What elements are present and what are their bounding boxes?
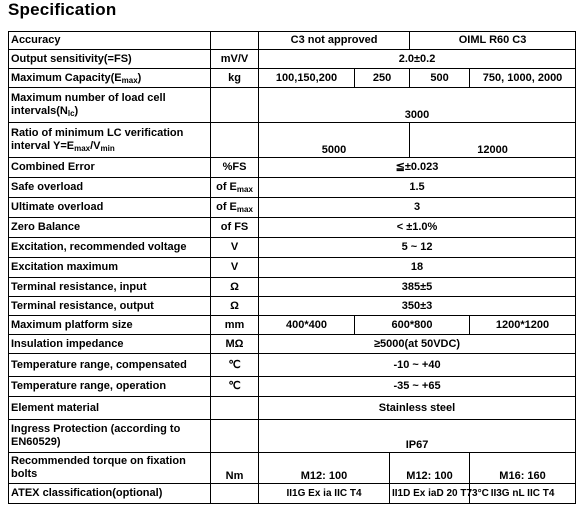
table-row <box>9 335 576 354</box>
row-unit: of $E_{max}$ <box>211 198 259 218</box>
cell-value: IP67 <box>259 420 576 453</box>
row-unit: kg <box>211 69 259 88</box>
row-label: Maximum platform size <box>9 316 211 335</box>
row-label: Combined Error <box>9 158 211 178</box>
row-label: Terminal resistance, output <box>9 297 211 316</box>
table-row <box>9 453 576 484</box>
table-row <box>9 354 576 377</box>
table-row <box>9 420 576 453</box>
row-unit <box>211 123 259 158</box>
cell-value: M12: 100 <box>390 453 470 484</box>
row-label: Insulation impedance <box>9 335 211 354</box>
cell-value: 100,150,200 <box>259 69 355 88</box>
row-label: Zero Balance <box>9 218 211 238</box>
row-unit: V <box>211 258 259 278</box>
row-unit: mV/V <box>211 50 259 69</box>
cell-value: 600*800 <box>355 316 470 335</box>
cell-value: II1G Ex ia IIC T4 <box>259 484 390 504</box>
row-unit <box>211 484 259 504</box>
row-unit: of FS <box>211 218 259 238</box>
table-row <box>9 218 576 238</box>
table-row <box>9 69 576 88</box>
row-unit: Nm <box>211 453 259 484</box>
row-unit: Ω <box>211 278 259 297</box>
row-unit: V <box>211 238 259 258</box>
cell-value: 3000 <box>259 88 576 123</box>
table-row <box>9 316 576 335</box>
table-row <box>9 397 576 420</box>
row-unit <box>211 88 259 123</box>
cell-value: 18 <box>259 258 576 278</box>
cell-value: 250 <box>355 69 410 88</box>
table-row <box>9 297 576 316</box>
row-unit: ℃ <box>211 377 259 397</box>
specification-table <box>8 31 576 504</box>
cell-value: 1.5 <box>259 178 576 198</box>
cell-value: 400*400 <box>259 316 355 335</box>
row-label: Maximum number of load cell $intervals(N_{lc})$ <box>9 88 211 123</box>
table-row <box>9 484 576 504</box>
row-unit <box>211 397 259 420</box>
cell-value: -10 ~ +40 <box>259 354 576 377</box>
row-unit: %FS <box>211 158 259 178</box>
row-label: Ingress Protection (according to EN60529) <box>9 420 211 453</box>
cell-value: -35 ~ +65 <box>259 377 576 397</box>
row-label: Ratio of minimum LC verification interval $Y=E_{max}/V_{min}$ <box>9 123 211 158</box>
row-label: Temperature range, operation <box>9 377 211 397</box>
table-row <box>9 238 576 258</box>
row-unit: mm <box>211 316 259 335</box>
row-label: Excitation, recommended voltage <box>9 238 211 258</box>
cell-value: 12000 <box>410 123 576 158</box>
cell-value: 2.0±0.2 <box>259 50 576 69</box>
cell-value: II3G nL IIC T4 <box>470 484 576 504</box>
row-label: Accuracy <box>9 32 211 50</box>
cell-value: C3 not approved <box>259 32 410 50</box>
row-label: Excitation maximum <box>9 258 211 278</box>
cell-value: < ±1.0% <box>259 218 576 238</box>
table-row <box>9 278 576 297</box>
row-unit: of $E_{max}$ <box>211 178 259 198</box>
row-label: Output sensitivity(=FS) <box>9 50 211 69</box>
cell-value: 385±5 <box>259 278 576 297</box>
table-row <box>9 258 576 278</box>
cell-value: 500 <box>410 69 470 88</box>
row-label: Temperature range, compensated <box>9 354 211 377</box>
row-label: Ultimate overload <box>9 198 211 218</box>
cell-value: 350±3 <box>259 297 576 316</box>
row-unit: Ω <box>211 297 259 316</box>
row-label: Safe overload <box>9 178 211 198</box>
table-row <box>9 377 576 397</box>
cell-value: ≥5000(at 50VDC) <box>259 335 576 354</box>
table-row <box>9 88 576 123</box>
cell-value: OIML R60 C3 <box>410 32 576 50</box>
cell-value: 3 <box>259 198 576 218</box>
row-label: Maximum $Capacity(E_{max})$ <box>9 69 211 88</box>
table-row <box>9 32 576 50</box>
cell-value: 5 ~ 12 <box>259 238 576 258</box>
cell-value: 5000 <box>259 123 410 158</box>
table-row <box>9 178 576 198</box>
cell-value: 750, 1000, 2000 <box>470 69 576 88</box>
table-row <box>9 198 576 218</box>
table-row <box>9 123 576 158</box>
cell-value: Stainless steel <box>259 397 576 420</box>
row-unit: MΩ <box>211 335 259 354</box>
row-label: Element material <box>9 397 211 420</box>
row-label: ATEX classification(optional) <box>9 484 211 504</box>
row-unit: ℃ <box>211 354 259 377</box>
row-label: Recommended torque on fixation bolts <box>9 453 211 484</box>
row-label: Terminal resistance, input <box>9 278 211 297</box>
cell-value: M12: 100 <box>259 453 390 484</box>
table-row <box>9 50 576 69</box>
cell-value: ≦±0.023 <box>259 158 576 178</box>
table-row <box>9 158 576 178</box>
cell-value: M16: 160 <box>470 453 576 484</box>
cell-value: 1200*1200 <box>470 316 576 335</box>
row-unit <box>211 420 259 453</box>
page-title: Specification <box>8 0 117 19</box>
cell-value: II1D Ex iaD 20 T73°C <box>390 484 470 504</box>
row-unit <box>211 32 259 50</box>
